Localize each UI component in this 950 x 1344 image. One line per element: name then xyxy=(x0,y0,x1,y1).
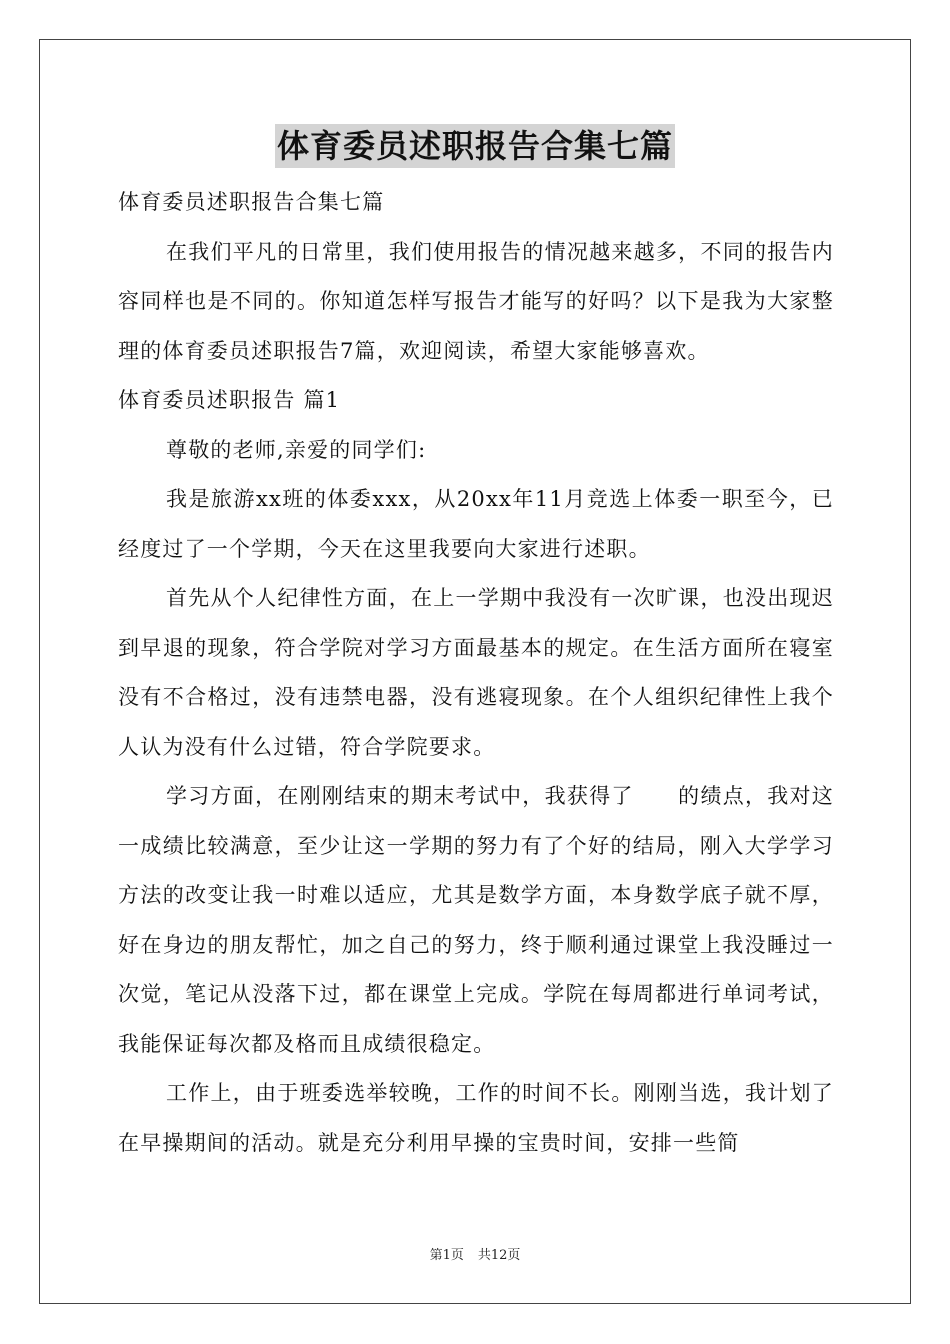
body-paragraph: 首先从个人纪律性方面，在上一学期中我没有一次旷课，也没出现迟到早退的现象，符合学院对学习方面最基本的规定。在生活方面所在寝室没有不合格过，没有违禁电器，没有逃寝现象。在个人组织纪律性上我个人认为没有什么过错，符合学院要求。 xyxy=(118,586,834,759)
body-paragraph: 我是旅游xx班的体委xxx，从20xx年11月竞选上体委一职至今，已经度过了一个学期，今天在这里我要向大家进行述职。 xyxy=(118,487,834,561)
body-paragraph: 学习方面，在刚刚结束的期末考试中，我获得了 的绩点，我对这一成绩比较满意，至少让这一学期的努力有了个好的结局，刚入大学学习方法的改变让我一时难以适应，尤其是数学方面，本身数学底子就不厚，好在身边的朋友帮忙，加之自己的努力，终于顺利通过课堂上我没睡过一次觉，笔记从没落下过，都在课堂上完成。学院在每周都进行单词考试，我能保证每次都及格而且成绩很稳定。 xyxy=(118,784,834,1056)
page-footer xyxy=(0,1246,950,1266)
document-body xyxy=(118,178,834,1168)
page-number: 第1页 xyxy=(429,1248,464,1263)
page-total: 共12页 xyxy=(477,1248,521,1263)
body-paragraph: 工作上，由于班委选举较晚，工作的时间不长。刚刚当选，我计划了在早操期间的活动。就是充分利用早操的宝贵时间，安排一些简 xyxy=(118,1081,834,1155)
section-heading: 体育委员述职报告 篇1 xyxy=(118,388,341,412)
document-subtitle: 体育委员述职报告合集七篇 xyxy=(118,190,385,214)
body-paragraph: 在我们平凡的日常里，我们使用报告的情况越来越多，不同的报告内容同样也是不同的。你知道怎样写报告才能写的好吗？以下是我为大家整理的体育委员述职报告7篇，欢迎阅读，希望大家能够喜欢。 xyxy=(118,239,834,363)
body-paragraph: 尊敬的老师,亲爱的同学们: xyxy=(166,437,427,462)
document-title-text: 体育委员述职报告合集七篇 xyxy=(275,124,675,168)
document-title xyxy=(0,124,950,168)
